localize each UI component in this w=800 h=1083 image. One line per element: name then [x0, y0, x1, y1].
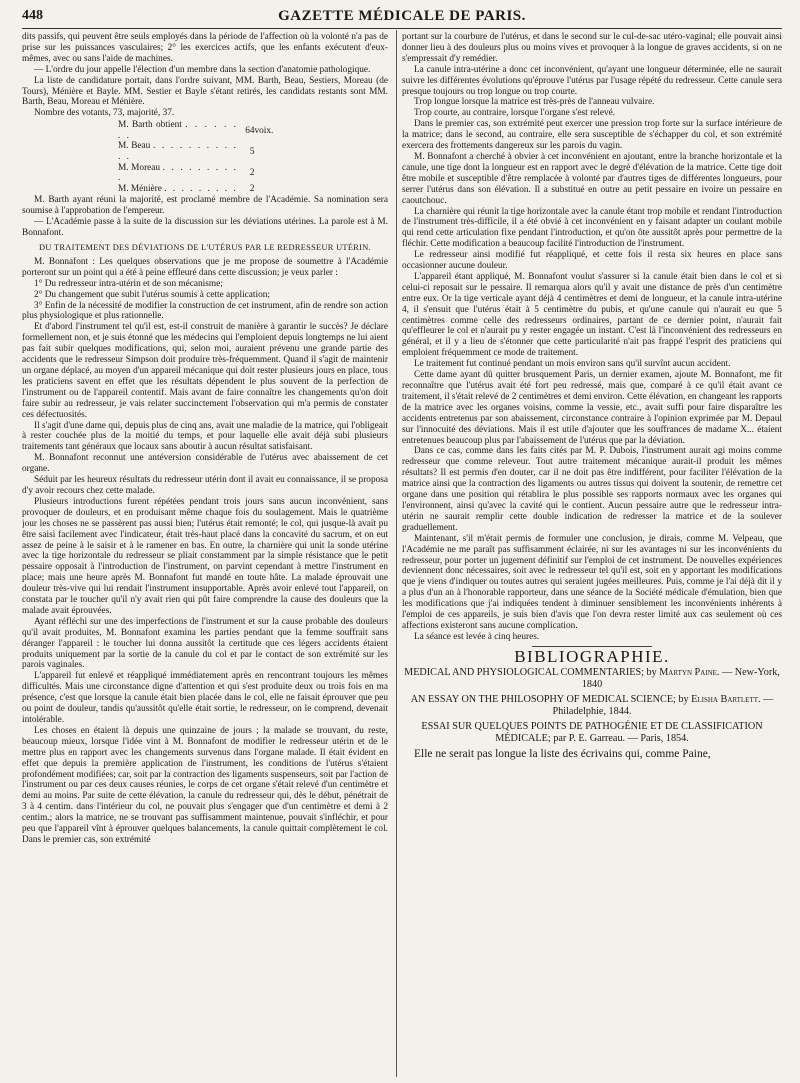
paragraph: M. Bonnafont reconnut une antéversion considérable de l'utérus avec abaissement de cet organe.: [22, 453, 388, 475]
bibliography-entry: [402, 667, 782, 691]
paragraph: Maintenant, s'il m'était permis de formuler une conclusion, je dirais, comme M. Velpeau, que l'Académie ne me paraît pas suffisamment éclairée, ni sur les avantages ni sur les inconvénients du redresseur, pour porter un jugement définitif sur l'emploi de cet instrument. De nouvelles expériences deviennent donc nécessaires, soit avec le redresseur tel qu'il est, soit en y apportant les modifications que je viens d'indiquer ou toutes autres qui seraient jugées meilleures. Puis, comme je l'ai déjà dit il y a plus d'un an à l'honorable rapporteur, dans une séance de la Société médicale d'émulation, bien que les modifications que j'ai indiquées tendent à diminuer sensiblement les inconvénients inhérents à l'emploi de ces appareils, je suis bien d'avis que l'on devra rester limité aux cas seulement où ces affections existeront sans aucune complication.: [402, 533, 782, 631]
vote-count: 2: [249, 183, 255, 194]
left-column: [22, 32, 388, 1077]
vote-unit: [255, 141, 289, 162]
bib-author: Elisha Bartlett.: [691, 693, 761, 705]
paragraph: M. Bonnafont : Les quelques observations que je me propose de soumettre à l'Académie porteront sur un point qui a été à peine effleuré dans cette discussion; je veux parler :: [22, 256, 388, 278]
paragraph: L'appareil fut enlevé et réappliqué immédiatement après en rencontrant toujours les mêmes difficultés. Mais une circonstance digne d'attention et qui s'est produite deux ou trois fois en ma présence, c'est que lorsque la canule était bien placée dans le col, elle ne faisait éprouver que peu ou point de douleur, tandis qu'aussitôt qu'elle était sortie, le redresseur, on le comprend, devenait intolérable.: [22, 671, 388, 725]
vote-table: [118, 120, 288, 194]
candidate-name: M. Beau: [118, 141, 151, 152]
journal-title: GAZETTE MÉDICALE DE PARIS.: [278, 8, 526, 24]
column-divider: [396, 30, 397, 1077]
leader-dots: . . . . . . . . . . . .: [118, 141, 238, 163]
candidate-name: M. Ménière: [118, 183, 162, 194]
paragraph: Trop longue lorsque la matrice est très-près de l'anneau vulvaire.: [414, 97, 655, 108]
paragraph: Et d'abord l'instrument tel qu'il est, est-il construit de manière à garantir le succès? Je déclare formellement non, et je suis étonné que les médecins qui l'emploient depuis longtemps ne lui aient pas fait subir quelques modifications, qui, selon moi, auraient prévenu une grande partie des accidents que le redresseur Simpson doit produire très-fréquemment. Quand il s'agit de maintenir un organe déplacé, au moyen d'un appareil mécanique qui doit rester plusieurs jours en place, tous les praticiens savent en effet que les résultats dépendent le plus souvent de la perfection de l'instrument ou de l'appareil contentif. Mais avant de faire connaître les changements qu'on doit faire subir au redresseur, je vais relater succinctement l'observation qui m'a permis de constater ces défectuosités.: [22, 322, 388, 420]
paragraph: L'appareil étant appliqué, M. Bonnafont voulut s'assurer si la canule était bien dans le col et si celui-ci reposait sur le pessaire. Il remarqua alors qu'il y avait une distance de près d'un centimètre entre eux. Or la tige verticale ayant déjà 4 centimètres et demi de longueur, et la canule intra-utérine 4, il s'ensuit que l'utérus était à 5 centimètre du pubis, et qu'une canule qui n'aurait eu que 5 centimètres comme celle des redresseurs ordinaires, partant de ce dernier point, n'aurait fait qu'effleurer le col et n'aurait pu y rester engagée un instant. C'est là l'inconvénient des redresseurs en général, et il y a lieu de s'étonner que cette particularité n'ait pas frappé l'esprit des praticiens qui emploient fréquemment ce mode de traitement.: [402, 271, 782, 359]
paragraph: — L'Académie passe à la suite de la discussion sur les déviations utérines. La parole est à M. Bonnafont.: [22, 217, 388, 239]
bibliography-heading: BIBLIOGRAPHIE.: [514, 646, 670, 666]
paragraph: Les choses en étaient là depuis une quinzaine de jours ; la malade se trouvant, du reste, beaucoup mieux, lorsque l'idée vint à M. Bonnafont de modifier le redresseur utérin et de le mettre plus en rapport avec les changements survenus dans l'organe malade. Il était évident en effet que depuis la première application de l'instrument, les conditions de l'utérus s'étaient profondément modifiées; car, soit par la contraction des ligaments suspenseurs, soit par l'action de l'instrument ou par ces deux causes réunies, le corps de cet organe s'était relevé d'un centimètre et demi au moins. Par suite de cette élévation, la canule du redresseur qui, dès le début, pénétrait de 3 à 4 centim. dans l'intérieur du col, ne pouvait plus s'engager que d'un centimètre et demi à 2 centim.; alors la matrice, ne se trouvant pas suffisamment maintenue, pouvait s'infléchir, et pour peu que l'appareil vînt à éprouver quelques balancements, la canule quittait complètement le col. Dans le premier cas, son extrémité: [22, 725, 388, 845]
paragraph: Plusieurs introductions furent répétées pendant trois jours sans aucun inconvénient, sans provoquer de douleurs, et en produisant même chaque fois du soulagement. Mais le quatrième jour les choses ne se passèrent pas aussi bien; l'utérus était remonté; le col, qui jusque-là avait pu être saisi facilement avec l'indicateur, était très-haut placé dans la concavité du sacrum, et on eut assez de peine à le saisir et à le ramener en bas. En outre, la charnière qui unit la sonde utérine avec la tige horizontale du redresseur se pliait constamment par la simple résistance que le petit pessaire opposait à l'introduction de l'instrument, on parvint cependant à mettre l'instrument en place; mais une heure après M. Bonnafont fut mandé en toute hâte. La malade éprouvait une douleur très-vive qui lui rendait l'instrument insupportable. Après avoir enlevé tout l'appareil, on constata par le toucher qu'il n'y avait rien qui pût faire comprendre la cause des douleurs que la malade avait éprouvées.: [22, 496, 388, 616]
paragraph: Ayant réfléchi sur une des imperfections de l'instrument et sur la cause probable des douleurs qu'il avait produites, M. Bonnafont examina les parties pendant que la femme souffrait sans déranger l'appareil : le toucher lui donna aussitôt la certitude que ces légers accidents étaient produits uniquement par la sortie de la canule du col et par le contact de son extrémité sur les parois vaginales.: [22, 616, 388, 671]
paragraph: Séduit par les heureux résultats du redresseur utérin dont il avait eu connaissance, il se proposa d'y avoir recours chez cette malade.: [22, 475, 388, 496]
section-title: DU TRAITEMENT DES DÉVIATIONS DE L'UTÉRUS PAR LE REDRESSEUR UTÉRIN.: [39, 243, 371, 253]
candidate-name: M. Barth obtient: [118, 120, 182, 131]
leader-dots: . . . . . . . .: [118, 120, 238, 141]
bibliography-entry: [402, 721, 782, 745]
vote-row: [118, 141, 288, 162]
candidate-name: M. Moreau: [118, 162, 161, 173]
paragraph: 3° Enfin de la nécessité de modifier la construction de cet instrument, afin de rendre son action plus physiologique et plus rationnelle.: [22, 300, 388, 322]
page-header: [22, 6, 782, 28]
paragraph: 2° Du changement que subit l'utérus soumis à cette application;: [34, 289, 270, 300]
paragraph: La séance est levée à cinq heures.: [414, 631, 540, 642]
bib-place: — Paris, 1854.: [627, 732, 689, 744]
bib-place: — Philadelphie, 1844.: [552, 693, 774, 717]
bibliography-entry: [402, 694, 782, 718]
vote-count: 5: [249, 146, 255, 157]
right-column: [402, 32, 782, 1077]
vote-count: 64: [245, 125, 255, 136]
page-number: 448: [22, 8, 43, 23]
paragraph: Dans ce cas, comme dans les faits cités par M. P. Dubois, l'instrument aurait agi moins comme redresseur que comme releveur. Tout autre traitement mécanique aurait-il produit les mêmes résultats? Il est permis d'en douter, car il ne doit pas être indifférent, pour faciliter l'élévation de la matrice ainsi que la contraction des ligaments ou autres tissus qui doivent la soutenir, de remettre cet organe dans une position qui rétablira le plus possible ses rapports normaux avec les organes qui l'environnent, ainsi qu'avec la cavité qui le contient. Aucun pessaire autre que le redresseur intra-utérin ne saurait remplir cette double indication de redresser la matrice et de la soulever graduellement.: [402, 446, 782, 533]
vote-unit: voix.: [254, 125, 274, 136]
leader-dots: . . . . . . . . .: [164, 183, 238, 194]
bib-place: — New-York, 1840: [581, 666, 780, 690]
paragraph: La liste de candidature portait, dans l'ordre suivant, MM. Barth, Beau, Sestiers, Moreau (de Tours), Ménière et Bayle. MM. Sestier et Bayle s'étant retirés, les candidats restants sont MM. Barth, Beau, Moreau et Ménière.: [22, 75, 388, 108]
paragraph: Le traitement fut continué pendant un mois environ sans qu'il survînt aucun accident.: [414, 359, 731, 370]
paragraph: Il s'agit d'une dame qui, depuis plus de cinq ans, avait une maladie de la matrice, qui l'obligeait à rester couchée plus de la moitié du temps, et pour laquelle elle avait déjà subi plusieurs traitements tant généraux que locaux sans aboutir à aucun résultat satisfaisant.: [22, 420, 388, 453]
paragraph: portant sur la courbure de l'utérus, et dans le second sur le cul-de-sac utéro-vaginal; elle pouvait ainsi donner lieu à des douleurs plus ou moins vives et provoquer à la longue de graves accidents, si on ne s'empressait d'y remédier.: [402, 32, 782, 64]
paragraph: Nombre des votants, 73, majorité, 37.: [34, 108, 175, 119]
vote-row: [118, 120, 288, 141]
vote-row: [118, 184, 288, 195]
review-paragraph: Elle ne serait pas longue la liste des écrivains qui, comme Paine,: [414, 747, 711, 760]
vote-count: 2: [249, 167, 255, 178]
paragraph: — L'ordre du jour appelle l'élection d'un membre dans la section d'anatomie pathologique.: [34, 64, 371, 75]
leader-dots: . . . . . . . . . .: [118, 162, 238, 184]
paragraph: Dans le premier cas, son extrémité peut exercer une pression trop forte sur la surface intérieure de la matrice; dans le second, au contraire, elle sera susceptible de s'échapper du col, et son extrémité exercera des frottements dangereux sur les parois du vagin.: [402, 119, 782, 152]
paragraph: dits passifs, qui peuvent être seuls employés dans la période de l'affection où la volonté n'a pas de prise sur les puissances vasculaires; 2° les exercices actifs, que les enfants exécutent d'eux-mêmes, avec ou sans l'aide de machines.: [22, 32, 388, 64]
bib-author: Martyn Paine.: [659, 666, 720, 678]
bib-title: AN ESSAY ON THE PHILOSOPHY OF MEDICAL SCIENCE; by: [410, 693, 689, 705]
header-rule: [22, 28, 782, 29]
bib-title: MEDICAL AND PHYSIOLOGICAL COMMENTARIES; by: [404, 666, 657, 678]
paragraph: M. Barth ayant réuni la majorité, est proclamé membre de l'Académie. Sa nomination sera soumise à l'approbation de l'empereur.: [22, 195, 388, 217]
vote-unit: [255, 184, 289, 195]
bib-title: ESSAI SUR QUELQUES POINTS DE PATHOGÉNIE ET DE CLASSIFICATION MÉDICALE; par P. E. Garreau.: [421, 720, 763, 744]
vote-row: [118, 163, 288, 184]
paragraph: 1° Du redresseur intra-utérin et de son mécanisme;: [34, 278, 223, 289]
paragraph: Le redresseur ainsi modifié fut réappliqué, et cette fois il resta six heures en place sans occasionner aucune douleur.: [402, 250, 782, 272]
paragraph: La charnière qui réunit la tige horizontale avec la canule étant trop mobile et rendant l'introduction de l'instrument très-difficile, il a été obvié à cet inconvénient en y faisant adapter un coulant mobile qui rend cette articulation fixe pendant l'introduction, et qu'on ôte aussitôt après pour permettre de la fléchir. Cette modification a beaucoup facilité l'introduction de l'instrument.: [402, 206, 782, 250]
paragraph: Cette dame ayant dû quitter brusquement Paris, un dernier examen, ajoute M. Bonnafont, me fit reconnaître que l'utérus avait été fort peu redressé, mais que, comparé à ce qu'il était avant ce traitement, il s'était relevé de 2 centimètres et demi environ. Cette élévation, en changeant les rapports de la matrice avec les organes voisins, comme la vessie, etc., avait suffi pour faire disparaître les accidents entretenus par son abaissement, circonstance contraire à l'opinion exprimée par M. Depaul sur l'innocuité des déviations. Mais il est utile d'ajouter que les souffrances de madame X... étaient entretenues beaucoup plus par l'abaissement de l'utérus que par la déviation.: [402, 370, 782, 446]
paragraph: La canule intra-utérine a donc cet inconvénient, qu'ayant une longueur déterminée, elle ne saurait suivre les différentes évolutions qu'éprouve l'utérus par l'usage répété du redresseur. Cette canule sera presque toujours ou trop longue ou trop courte.: [402, 64, 782, 97]
paragraph: Trop courte, au contraire, lorsque l'organe s'est relevé.: [414, 108, 616, 119]
vote-unit: [255, 163, 289, 184]
paragraph: M. Bonnafont a cherché à obvier à cet inconvénient en ajoutant, entre la branche horizontale et la canule, une tige dont la longueur est en rapport avec le degré d'élévation de la matrice. Cette tige doit être mobile et susceptible d'être remplacée à volonté par d'autres tiges de différentes longueurs, pour serrer l'utérus dans son élévation. Il a substitué en outre au petit pessaire en ivoire un pessaire en caoutchouc.: [402, 151, 782, 206]
